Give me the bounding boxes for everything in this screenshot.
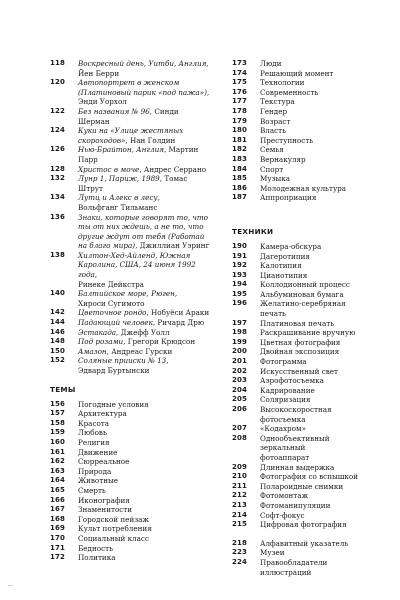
toc-entry [232, 299, 372, 318]
entry-title: Двойная экспозиция [260, 347, 340, 357]
toc-entry [232, 193, 372, 203]
toc-entry [50, 515, 210, 525]
entry-title: Воскресный день, Уитби, Англия, Йен Берри [78, 59, 209, 78]
toc-entry [50, 328, 210, 338]
toc-entry [50, 496, 210, 506]
page-number: 169 [50, 524, 65, 533]
entry-title: Без названия № 96, Синди Шерман [78, 106, 179, 126]
page-number: 187 [232, 193, 247, 202]
entry-title: Возраст [260, 116, 291, 126]
entry-title: Лунр 1, Париж, 1989, Томас Штрут [78, 174, 188, 193]
page-number: 158 [50, 418, 65, 427]
entry-title: Длинная выдержка [260, 462, 335, 472]
toc-entry [232, 539, 372, 549]
toc-entry [232, 376, 372, 386]
toc-entry [232, 78, 372, 88]
entry-title: Фотомонтаж [260, 491, 309, 501]
page-number: 213 [232, 500, 247, 509]
toc-entry [50, 553, 210, 563]
entry-title: Аэрофотосъемка [260, 376, 324, 386]
page-number: 152 [50, 356, 65, 365]
page-number: 165 [50, 485, 65, 494]
page-number: 214 [232, 510, 247, 519]
page-number: 185 [232, 174, 247, 183]
page-number: 122 [50, 106, 65, 115]
left-column [50, 59, 210, 563]
entry-title: Дагеротипия [260, 251, 310, 261]
entry-title: Политика [78, 553, 116, 563]
toc-entry [232, 511, 372, 521]
entry-title: Кадрирование [260, 385, 315, 395]
entry-title: Городской пейзаж [78, 514, 150, 524]
entry-title: Бедность [78, 543, 113, 553]
entry-title: Животные [78, 476, 118, 486]
page-number: 162 [50, 457, 65, 466]
entry-title: Технологии [260, 78, 305, 88]
entry-title: Музыка [260, 174, 291, 184]
entry-title: Погодные условия [78, 399, 149, 409]
toc-entry [50, 448, 210, 458]
page-number: 132 [50, 174, 65, 183]
entry-title: Хилтон-Хед-Айленд, Южная Каролина, США, 24 июня 1992 года, Ринеке Дейкстра [78, 250, 196, 289]
entry-title: Амазон, Андреас Гурски [78, 346, 173, 356]
toc-entry [232, 271, 372, 281]
page-number: 204 [232, 385, 247, 394]
page-number: 128 [50, 164, 65, 173]
toc-entry [232, 88, 372, 98]
toc-entry [50, 524, 210, 534]
toc-entry [232, 491, 372, 501]
toc-entry [232, 347, 372, 357]
entry-title: Искусственный свет [260, 366, 339, 376]
toc-entry [50, 193, 210, 212]
entry-title: Аппроприация [260, 193, 317, 203]
entry-title: Балтийское море, Рюген, Хироси Сугимото [78, 289, 178, 308]
page-number: 193 [232, 270, 247, 279]
entry-title: Раскрашивание вручную [260, 328, 356, 338]
entry-title: Смерть [78, 485, 106, 495]
page-number: 183 [232, 154, 247, 163]
page-number: 197 [232, 318, 247, 327]
toc-entry [50, 428, 210, 438]
page-number: 190 [232, 241, 247, 250]
toc-entry [50, 347, 210, 357]
toc-entry [50, 289, 210, 308]
page-number: 177 [232, 97, 247, 106]
toc-entry [232, 252, 372, 262]
entry-title: Соляные прииски № 13, Эдвард Буртынски [78, 356, 169, 375]
entry-title: Коллодионный процесс [260, 280, 350, 290]
entry-title: Нью-Брайтон, Англия, Мартин Парр [78, 145, 199, 164]
entry-title: Правообладатели иллюстраций [260, 557, 328, 577]
toc-entry [232, 174, 372, 184]
toc-entry [50, 78, 210, 107]
toc-entry [50, 544, 210, 554]
entry-title: «Кодахром» [260, 424, 306, 434]
page-number: 126 [50, 145, 65, 154]
toc-entry [232, 69, 372, 79]
page-number: 124 [50, 126, 65, 135]
entry-title: Музеи [260, 548, 285, 558]
toc-entry [232, 357, 372, 367]
page-number: 211 [232, 481, 247, 490]
page-number: 191 [232, 251, 247, 260]
page-number: 223 [232, 548, 247, 557]
works-list [50, 59, 210, 376]
toc-entry [50, 318, 210, 328]
page-number: 166 [50, 495, 65, 504]
entry-title: Лутц и Алекс в лесу, Вольфганг Тильманс [78, 193, 160, 212]
page-number: 164 [50, 476, 65, 485]
toc-entry [232, 155, 372, 165]
toc-entry [232, 501, 372, 511]
toc-entry [232, 59, 372, 69]
entry-title: Социальный класс [78, 533, 149, 543]
page-number: 146 [50, 327, 65, 336]
entry-title: Молодежная культура [260, 183, 347, 193]
entry-title: Текстура [260, 97, 295, 107]
entry-title: Калотипия [260, 261, 302, 271]
page-number: 174 [232, 68, 247, 77]
toc-entry [50, 213, 210, 251]
entry-title: Гендер [260, 106, 288, 116]
page-number: 192 [232, 261, 247, 270]
entry-title: Эстакада, Джефф Уолл [78, 327, 170, 337]
techniques-list [232, 242, 372, 530]
page-number: 199 [232, 337, 247, 346]
entry-title: Цианотипия [260, 270, 308, 280]
toc-entry [232, 261, 372, 271]
toc-entry [50, 126, 210, 145]
toc-entry [232, 280, 372, 290]
entry-title: Алфавитный указатель [260, 538, 349, 548]
page-number: 201 [232, 357, 247, 366]
toc-entry [50, 251, 210, 289]
entry-title: Христос в моче, Андрес Серрано [78, 164, 207, 174]
right-column [232, 59, 372, 577]
toc-entry [50, 174, 210, 193]
entry-title: Современность [260, 87, 319, 97]
page-number: 207 [232, 424, 247, 433]
page-number: 138 [50, 250, 65, 259]
page-number: 148 [50, 337, 65, 346]
page-number: 160 [50, 437, 65, 446]
toc-entry [50, 59, 210, 78]
entry-title: Софт-фокус [260, 510, 305, 520]
page-number: 144 [50, 318, 65, 327]
entry-title: Сюрреальное [78, 457, 130, 467]
entry-title: Однообъективный зеркальный фотоаппарат [260, 433, 330, 462]
toc-entry [50, 505, 210, 515]
page-number: 212 [232, 491, 247, 500]
entry-title: Цветная фотография [260, 337, 341, 347]
entry-title: Альбуминовая бумага [260, 289, 344, 299]
page-number: 180 [232, 126, 247, 135]
toc-entry [50, 107, 210, 126]
entry-title: Спорт [260, 164, 284, 174]
toc-entry [232, 558, 372, 577]
page-number: 215 [232, 520, 247, 529]
toc-entry [50, 476, 210, 486]
page-number: 140 [50, 289, 65, 298]
entry-title: Цифровая фотография [260, 520, 347, 530]
page-number: 208 [232, 433, 247, 442]
toc-entry [232, 338, 372, 348]
toc-entry [232, 328, 372, 338]
page-number: 150 [50, 346, 65, 355]
toc-entry [50, 486, 210, 496]
entry-title: Под розами, Грегори Крюдсон [78, 337, 196, 347]
back-matter-list [232, 539, 372, 577]
page-number: 186 [232, 183, 247, 192]
entry-title: Желатино-серебряная печать [260, 299, 346, 319]
toc-entry [232, 97, 372, 107]
page-number: 195 [232, 289, 247, 298]
page-number: 134 [50, 193, 65, 202]
entry-title: Преступность [260, 135, 314, 145]
toc-entry [50, 308, 210, 318]
toc-entry [232, 184, 372, 194]
themes-continued-list [232, 59, 372, 203]
page-number: 168 [50, 514, 65, 523]
page-number: 202 [232, 366, 247, 375]
entry-title: Движение [78, 447, 118, 457]
entry-title: Семья [260, 145, 284, 155]
toc-entry [50, 400, 210, 410]
entry-title: Религия [78, 437, 110, 447]
page-number: 175 [232, 78, 247, 87]
toc-entry [232, 395, 372, 405]
toc-entry [232, 165, 372, 175]
entry-title: Власть [260, 126, 287, 136]
page-number: 161 [50, 447, 65, 456]
techniques-heading: ТЕХНИКИ [232, 226, 274, 236]
page-number: 159 [50, 428, 65, 437]
toc-entry [232, 290, 372, 300]
section-gap [232, 530, 372, 539]
toc-entry [232, 319, 372, 329]
toc-entry [232, 145, 372, 155]
page-number: 179 [232, 116, 247, 125]
toc-entry [232, 242, 372, 252]
entry-title: Автопортрет в женском (Платиновый парик «под пажа»), Энди Уорхол [78, 78, 210, 107]
page-number: 198 [232, 328, 247, 337]
toc-entry [232, 405, 372, 424]
page-number: 224 [232, 557, 247, 566]
entry-title: Фотоманипуляции [260, 500, 331, 510]
toc-entry [50, 409, 210, 419]
entry-title: Падающий человек, Ричард Дрю [78, 318, 205, 328]
page-number: 167 [50, 505, 65, 514]
page-number: 171 [50, 543, 65, 552]
corner-mark [8, 585, 13, 586]
page-number: 182 [232, 145, 247, 154]
entry-title: Вернакуляр [260, 154, 306, 164]
page-number: 196 [232, 299, 247, 308]
entry-title: Высокоскоростная фотосъемка [260, 405, 332, 424]
toc-entry [232, 107, 372, 117]
page-number: 178 [232, 106, 247, 115]
toc-entry [50, 467, 210, 477]
entry-title: Полароидные снимки [260, 481, 344, 491]
toc-entry [50, 457, 210, 467]
toc-entry [50, 145, 210, 164]
toc-entry [232, 520, 372, 530]
themes-list [50, 400, 210, 563]
entry-title: Красота [78, 418, 110, 428]
toc-entry [232, 463, 372, 473]
page-number: 163 [50, 466, 65, 475]
toc-entry [232, 386, 372, 396]
toc-entry [232, 434, 372, 463]
entry-title: Знаменитости [78, 505, 133, 515]
entry-title: Цветочное рондо, Нобуёси Араки [78, 308, 210, 318]
entry-title: Иконография [78, 495, 130, 505]
toc-entry [232, 424, 372, 434]
toc-entry [50, 419, 210, 429]
entry-title: Культ потребления [78, 524, 152, 534]
toc-entry [50, 165, 210, 175]
page-number: 209 [232, 462, 247, 471]
entry-title: Знаки, которые говорят то, что ты от них ждешь, а не то, что другие ждут от тебя (Работай на благо мира), Джиллиан Уэринг [78, 212, 210, 251]
page-number: 194 [232, 280, 247, 289]
toc-entry [232, 126, 372, 136]
page-number: 176 [232, 87, 247, 96]
entry-title: Природа [78, 466, 112, 476]
toc-entry [50, 337, 210, 347]
page-number: 156 [50, 399, 65, 408]
page-number: 157 [50, 409, 65, 418]
toc-entry [232, 367, 372, 377]
page-number: 170 [50, 533, 65, 542]
page-number: 200 [232, 347, 247, 356]
entry-title: Фотограмма [260, 357, 307, 367]
page-number: 203 [232, 376, 247, 385]
entry-title: Соляризация [260, 395, 311, 405]
page-number: 120 [50, 78, 65, 87]
entry-title: Фотография со вспышкой [260, 472, 358, 482]
toc-entry [50, 534, 210, 544]
page-number: 205 [232, 395, 247, 404]
toc-entry [232, 482, 372, 492]
page-number: 218 [232, 538, 247, 547]
page-number: 184 [232, 164, 247, 173]
page-number: 210 [232, 472, 247, 481]
entry-title: Камера-обскура [260, 241, 322, 251]
entry-title: Платиновая печать [260, 318, 335, 328]
toc-entry [232, 472, 372, 482]
page-number: 206 [232, 405, 247, 413]
entry-title: Любовь [78, 428, 107, 438]
toc-entry [50, 438, 210, 448]
entry-title: Решающий момент [260, 68, 334, 78]
page-number: 142 [50, 308, 65, 317]
toc-entry [232, 136, 372, 146]
toc-entry [232, 117, 372, 127]
themes-heading: ТЕМЫ [50, 384, 76, 394]
entry-title: Куки на «Улице жестяных скороходов», Нан Голдин [78, 126, 184, 145]
entry-title: Архитектура [78, 409, 127, 419]
toc-entry [50, 356, 210, 375]
page-number: 181 [232, 135, 247, 144]
page-number: 172 [50, 553, 65, 562]
page-number: 118 [50, 59, 65, 67]
entry-title: Люди [260, 59, 282, 68]
toc-entry [232, 548, 372, 558]
page-number: 173 [232, 59, 247, 67]
page-number: 136 [50, 212, 65, 221]
